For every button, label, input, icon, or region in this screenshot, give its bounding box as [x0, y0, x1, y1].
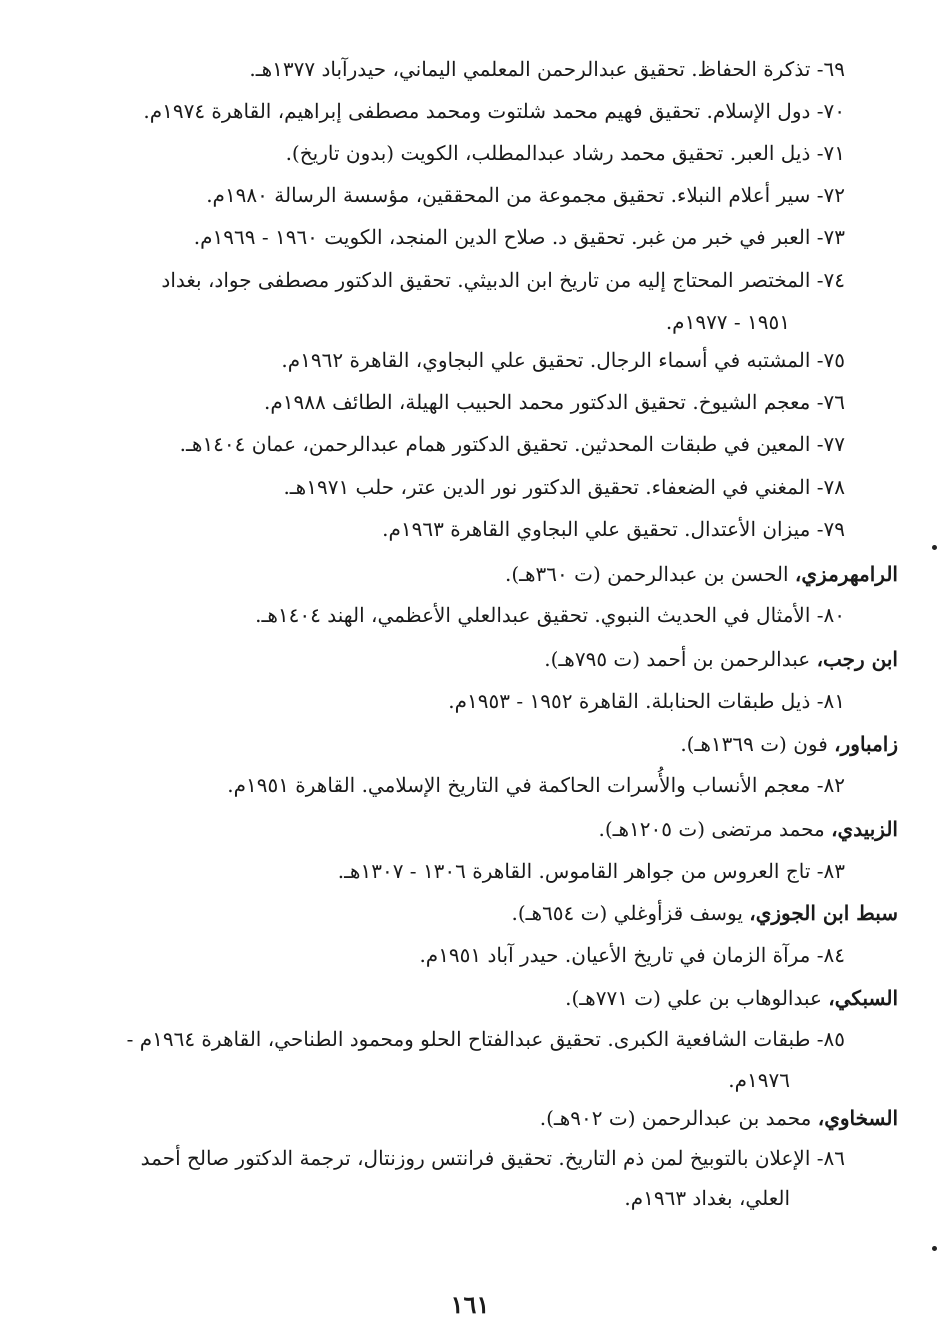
entry-81: ٨١- ذيل طبقات الحنابلة. القاهرة ١٩٥٢ - ١٩٥٣م.	[448, 689, 845, 713]
author-details: محمد بن عبدالرحمن (ت ٩٠٢هـ).	[539, 1106, 812, 1130]
entry-76: ٧٦- معجم الشيوخ. تحقيق الدكتور محمد الحبيب الهيلة، الطائف ١٩٨٨م.	[264, 390, 845, 414]
author-details: يوسف قزأوغلي (ت ٦٥٤هـ).	[511, 901, 743, 925]
author-name: سبط ابن الجوزي،	[749, 901, 898, 925]
entry-74: ٧٤- المختصر المحتاج إليه من تاريخ ابن الدبيثي. تحقيق الدكتور مصطفى جواد، بغداد	[161, 268, 845, 292]
author-name: الرامهرمزي،	[794, 562, 898, 586]
entry-77: ٧٧- المعين في طبقات المحدثين. تحقيق الدكتور همام عبدالرحمن، عمان ١٤٠٤هـ.	[179, 432, 845, 456]
author-heading	[505, 560, 898, 588]
entry-74-continuation: ١٩٥١ - ١٩٧٧م.	[665, 310, 790, 334]
author-heading	[680, 730, 898, 758]
entry-83: ٨٣- تاج العروس من جواهر القاموس. القاهرة ١٣٠٦ - ١٣٠٧هـ.	[337, 859, 845, 883]
author-heading	[544, 645, 898, 673]
author-details: محمد مرتضى (ت ١٢٠٥هـ).	[598, 817, 825, 841]
page-number: ١٦١	[450, 1290, 490, 1319]
entry-85-continuation: ١٩٧٦م.	[728, 1068, 790, 1092]
author-name: الزبيدي،	[831, 817, 898, 841]
author-details: عبدالوهاب بن علي (ت ٧٧١هـ).	[565, 986, 822, 1010]
entry-80: ٨٠- الأمثال في الحديث النبوي. تحقيق عبدالعلي الأعظمي، الهند ١٤٠٤هـ.	[255, 603, 845, 627]
entry-73: ٧٣- العبر في خبر من غبر. تحقيق د. صلاح الدين المنجد، الكويت ١٩٦٠ - ١٩٦٩م.	[193, 225, 845, 249]
author-name: السخاوي،	[817, 1106, 898, 1130]
entry-79: ٧٩- ميزان الأعتدال. تحقيق علي البجاوي القاهرة ١٩٦٣م.	[382, 517, 845, 541]
entry-86-continuation: العلي، بغداد ١٩٦٣م.	[624, 1186, 790, 1210]
entry-84: ٨٤- مرآة الزمان في تاريخ الأعيان. حيدر آباد ١٩٥١م.	[419, 943, 845, 967]
author-heading	[540, 1104, 898, 1132]
entry-75: ٧٥- المشتبه في أسماء الرجال. تحقيق علي البجاوي، القاهرة ١٩٦٢م.	[281, 348, 845, 372]
author-heading	[565, 984, 898, 1012]
author-name: زامباور،	[834, 732, 898, 756]
author-details: عبدالرحمن بن أحمد (ت ٧٩٥هـ).	[544, 647, 811, 671]
author-heading	[511, 899, 898, 927]
entry-72: ٧٢- سير أعلام النبلاء. تحقيق مجموعة من المحققين، مؤسسة الرسالة ١٩٨٠م.	[206, 183, 845, 207]
author-name: ابن رجب،	[816, 647, 898, 671]
entry-69: ٦٩- تذكرة الحفاظ. تحقيق عبدالرحمن المعلمي اليماني، حيدرآباد ١٣٧٧هـ.	[249, 57, 845, 81]
entry-86: ٨٦- الإعلان بالتوبيخ لمن ذم التاريخ. تحقيق فرانتس روزنتال، ترجمة الدكتور صالح أحمد	[140, 1146, 845, 1170]
entry-85: ٨٥- طبقات الشافعية الكبرى. تحقيق عبدالفتاح الحلو ومحمود الطناحي، القاهرة ١٩٦٤م -	[126, 1027, 845, 1051]
entry-70: ٧٠- دول الإسلام. تحقيق فهيم محمد شلتوت ومحمد مصطفى إبراهيم، القاهرة ١٩٧٤م.	[143, 99, 845, 123]
author-heading	[598, 815, 898, 843]
scan-speck	[932, 1246, 937, 1251]
author-details: الحسن بن عبدالرحمن (ت ٣٦٠هـ).	[504, 562, 789, 586]
scan-speck	[932, 545, 937, 550]
entry-71: ٧١- ذيل العبر. تحقيق محمد رشاد عبدالمطلب، الكويت (بدون تاريخ).	[285, 141, 845, 165]
entry-82: ٨٢- معجم الأنساب والأُسرات الحاكمة في التاريخ الإسلامي. القاهرة ١٩٥١م.	[227, 773, 845, 797]
author-details: فون (ت ١٣٦٩هـ).	[680, 732, 828, 756]
author-name: السبكي،	[828, 986, 898, 1010]
entry-78: ٧٨- المغني في الضعفاء. تحقيق الدكتور نور الدين عتر، حلب ١٩٧١هـ.	[283, 475, 845, 499]
